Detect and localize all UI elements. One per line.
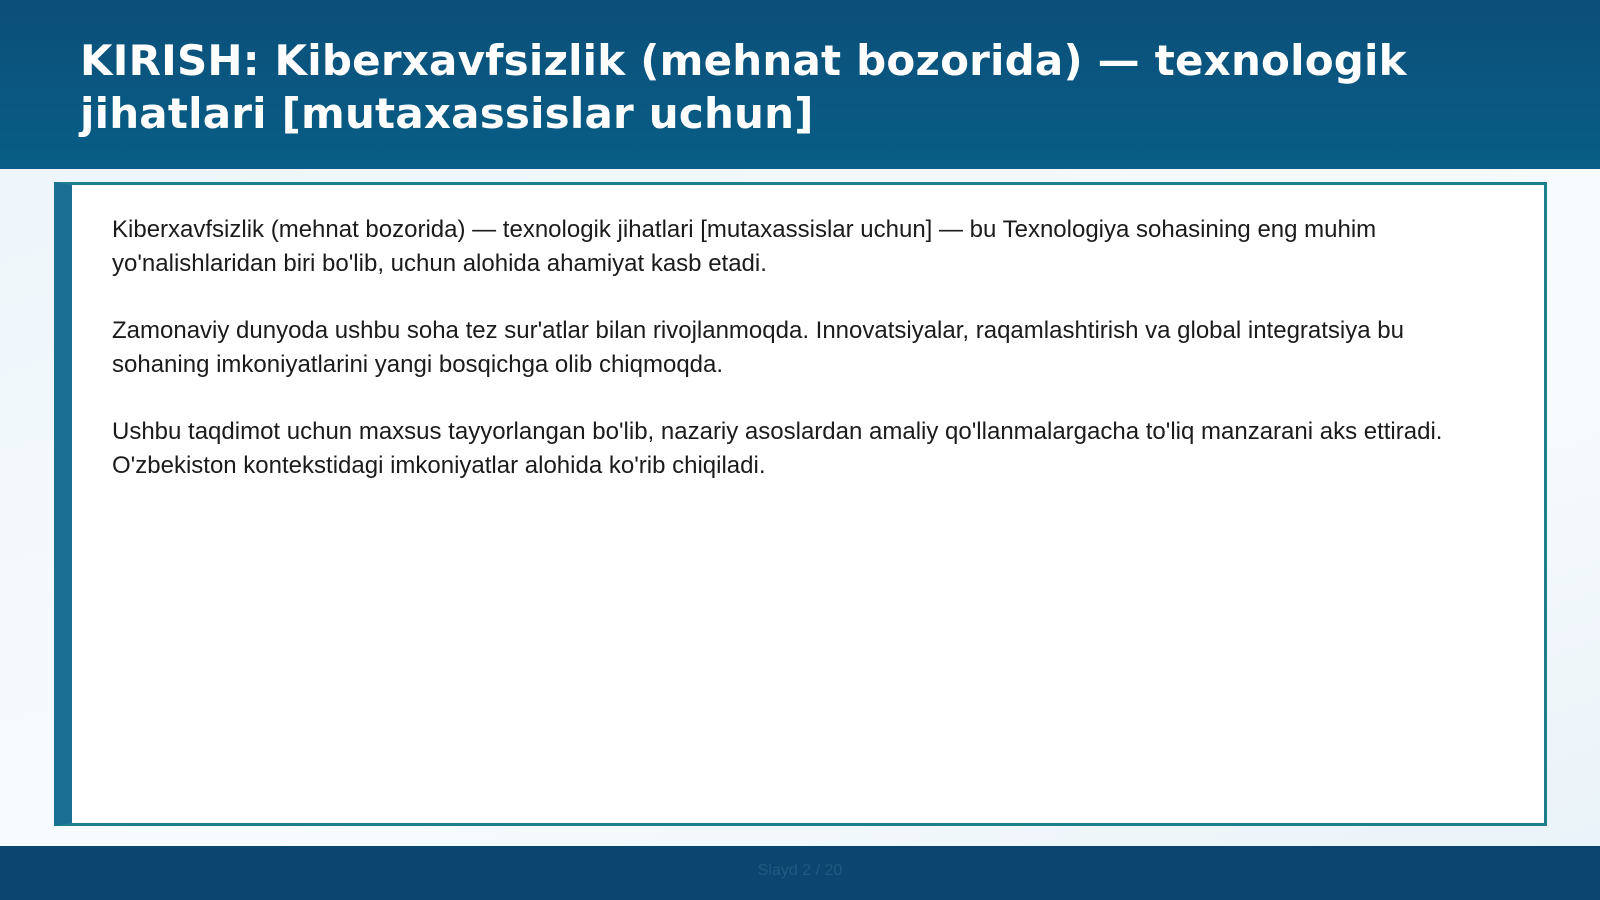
slide-header	[0, 0, 1600, 169]
body-text	[112, 213, 1502, 516]
page-number: Slayd 2 / 20	[757, 862, 843, 879]
slide-footer	[0, 846, 1600, 900]
paragraph-intro: Kiberxavfsizlik (mehnat bozorida) — texnologik jihatlari [mutaxassislar uchun] — bu Texnologiya sohasining eng muhim yo'nalishlaridan biri bo'lib, uchun alohida ahamiyat kasb etadi.	[112, 216, 1377, 277]
paragraph-development: Zamonaviy dunyoda ushbu soha tez sur'atlar bilan rivojlanmoqda. Innovatsiyalar, raqamlashtirish va global integratsiya bu sohaning imkoniyatlarini yangi bosqichga olib chiqmoqda.	[112, 317, 1404, 378]
paragraph-presentation: Ushbu taqdimot uchun maxsus tayyorlangan bo'lib, nazariy asoslardan amaliy qo'llanmalargacha to'liq manzarani aks ettiradi. O'zbekiston kontekstidagi imkoniyatlar alohida ko'rib chiqiladi.	[112, 418, 1443, 479]
slide-title: KIRISH: Kiberxavfsizlik (mehnat bozorida) — texnologik jihatlari [mutaxassislar uchun]	[80, 36, 1407, 138]
